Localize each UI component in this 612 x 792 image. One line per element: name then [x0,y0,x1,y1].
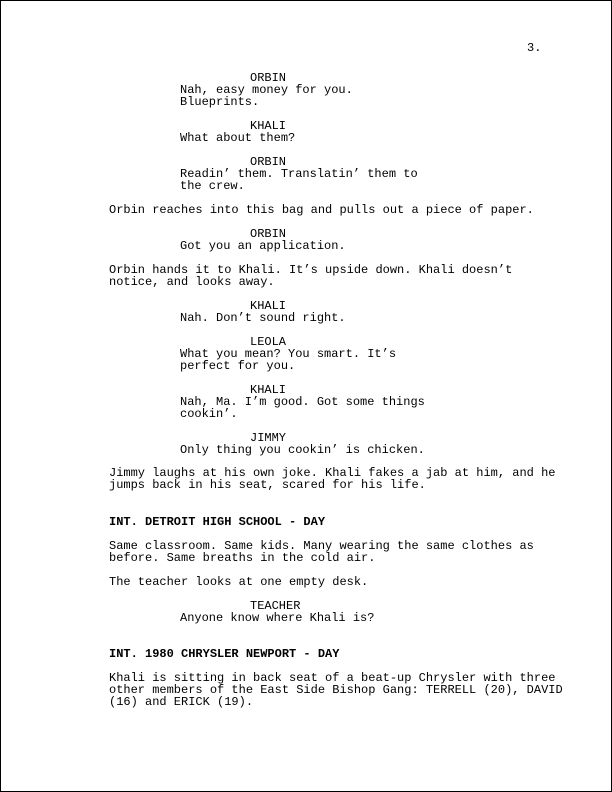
scene-heading: INT. 1980 CHRYSLER NEWPORT - DAY [109,647,340,661]
page-number: 3. [527,41,542,55]
dialogue-line: Nah, Ma. I’m good. Got some things cookin’. [180,395,425,421]
character-cue: ORBIN [250,227,287,241]
dialogue-line: Anyone know where Khali is? [180,611,375,625]
action-line: Orbin hands it to Khali. It’s upside down. Khali doesn’t notice, and looks away. [109,263,513,289]
dialogue-line: Only thing you cookin’ is chicken. [180,443,425,457]
character-cue: TEACHER [250,599,301,613]
scene-heading: INT. DETROIT HIGH SCHOOL - DAY [109,515,326,529]
action-line: Khali is sitting in back seat of a beat-up Chrysler with three other members of the East Side Bishop Gang: TERRELL (20), DAVID (16) and ERICK (19). [109,671,563,709]
dialogue-line: Readin’ them. Translatin’ them to the crew. [180,167,418,193]
dialogue-line: Got you an application. [180,239,346,253]
action-line: Orbin reaches into this bag and pulls out a piece of paper. [109,203,534,217]
action-line: The teacher looks at one empty desk. [109,575,369,589]
character-cue: ORBIN [250,71,287,85]
character-cue: KHALI [250,383,287,397]
dialogue-line: What you mean? You smart. It’s perfect for you. [180,347,397,373]
action-line: Same classroom. Same kids. Many wearing the same clothes as before. Same breaths in the cold air. [109,539,534,565]
dialogue-line: Nah. Don’t sound right. [180,311,346,325]
character-cue: JIMMY [250,431,287,445]
dialogue-line: Nah, easy money for you. Blueprints. [180,83,353,109]
character-cue: ORBIN [250,155,287,169]
dialogue-line: What about them? [180,131,296,145]
character-cue: KHALI [250,119,287,133]
character-cue: KHALI [250,299,287,313]
character-cue: LEOLA [250,335,287,349]
action-line: Jimmy laughs at his own joke. Khali fakes a jab at him, and he jumps back in his seat, scared for his life. [109,466,556,492]
script-body [1,1,611,791]
